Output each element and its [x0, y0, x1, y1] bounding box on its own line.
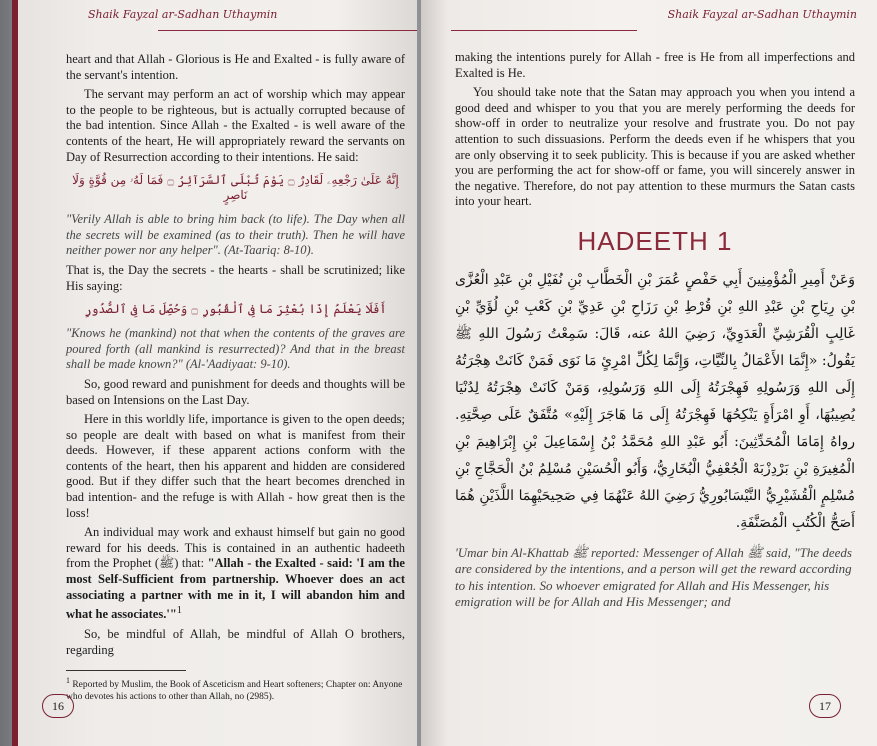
verse-translation: "Verily Allah is able to bring him back (to life). The Day when all the secrets will be examined (as to their truth). Then he will have neither power nor any helper". (At-Taariq: 8-10).: [66, 212, 405, 258]
footnote-rule: [66, 670, 186, 671]
paragraph: So, be mindful of Allah, be mindful of Allah O brothers, regarding: [66, 626, 405, 657]
paragraph: You should take note that the Satan may approach you when you intend a good deed and whisper to you that you are merely performing the deeds for show-off in order to neutralize your resolve and frustrate you. Do not pay attention to such dissuasions. Perform the deeds even if he whispers that you are only observing it to seek publicity. This is because if you are asked whether you are performing the act for show-off or fame, you will sincerely answer in the negative. Therefore, do not pay attention to these murmurs the Satan casts into your heart.: [455, 85, 855, 209]
paragraph: Here in this worldly life, importance is given to the open deeds; so people are dealt with based on what is manifest from their deeds. However, if these apparent actions conform with the contents of the heart, then his apparent and hidden are considered good. But if they differ such that the heart becomes drenched in bad intention- and the refuge is with Allah - how great then is the loss!: [66, 412, 405, 520]
left-page: [12, 0, 417, 746]
hadith-quote: "Allah - the Exalted - said: 'I am the most Self-Sufficient from partnership. Whoever does an act associating a partner with me in it, I will abandon him and what he associates.'": [66, 556, 405, 622]
paragraph-text: An individual may work and exhaust himself but gain no good reward for his deeds. This is contained in an authentic hadeeth from the Prophet (ﷺ) that:: [66, 525, 405, 571]
header-title: Shaik Fayzal ar-Sadhan Uthaymin: [667, 8, 857, 21]
paragraph: making the intentions purely for Allah - free is He from all imperfections and Exalted is He.: [455, 50, 855, 80]
page-number: 16: [42, 694, 74, 718]
running-header-left: [58, 0, 417, 40]
right-page: [421, 0, 877, 746]
hadith-translation: 'Umar bin Al-Khattab ﷺ reported: Messenger of Allah ﷺ said, "The deeds are considered by the intentions, and a person will get the reward according to his intention. So whoever emigrated for Allah and His Messenger, his emigration will be for Allah and His Messenger; and: [455, 544, 852, 610]
quran-verse: إِنَّهُ عَلَىٰ رَجْعِهِۦ لَقَادِرٌ ۝ يَوْمَ تُبْلَى ٱلسَّرَآئِرُ ۝ فَمَا لَهُۥ مِن قُوَّةٍ وَلَا نَاصِرٍ: [72, 173, 399, 203]
footnote-number: 1: [66, 676, 70, 686]
footnote-marker: 1: [176, 605, 182, 617]
running-header-right: [451, 0, 857, 40]
header-title: Shaik Fayzal ar-Sadhan Uthaymin: [88, 8, 278, 21]
paragraph: That is, the Day the secrets - the hearts - shall be scrutinized; like His saying:: [66, 262, 405, 293]
verse-translation: "Knows he (mankind) not that when the contents of the graves are poured forth (all mankind is resurrected)? And that in the breast shall be made known?" (Al-'Aadiyaat: 9-10).: [66, 326, 405, 372]
arabic-hadith-text: وَعَنْ أَمِيرِ الْمُؤْمِنِينَ أَبِي حَفْصٍ عُمَرَ بْنِ الْخَطَّابِ بْنِ نُفَيْلِ بْنِ عَبْدِ الْعُزَّى بْنِ رِيَاحِ بْنِ عَبْدِ اللهِ بْنِ قُرْطِ بْنِ رَزَاحِ بْنِ عَدِيِّ بْنِ كَعْبِ بْنِ لُؤَيِّ بْنِ غَالِبٍ الْقُرَشِيِّ الْعَدَوِيِّ، رَضِيَ اللهُ عنه، قَالَ: سَمِعْتُ رَسُولَ اللهِ ﷺ يَقُولُ: «إِنَّمَا الأَعْمَالُ بِالنِّيَّاتِ، وَإِنَّمَا لِكُلِّ امْرِئٍ مَا نَوَى فَمَنْ كَانَتْ هِجْرَتُهُ إِلَى اللهِ وَرَسُولِهِ فَهِجْرَتُهُ إِلَى اللهِ وَرَسُولِهِ، وَمَنْ كَانَتْ هِجْرَتُهُ لِدُنْيَا يُصِيبُهَا، أَوِ امْرَأَةٍ يَنْكِحُهَا فَهِجْرَتُهُ إِلَى مَا هَاجَرَ إِلَيْهِ» مُتَّفَقٌ عَلَى صِحَّتِهِ. رواهُ إِمَامَا الْمُحَدِّثِينَ: أَبُو عَبْدِ اللهِ مُحَمَّدُ بْنُ إِسْمَاعِيلَ بْنِ إِبْرَاهِيمَ بْنِ الْمُغِيرَةِ بْنِ بَرْدِزْبَهْ الْجُعْفِيُّ الْبُخَارِيُّ، وَأَبُو الْحُسَيْنِ مُسْلِمُ بْنُ الْحَجَّاجِ بْنِ مُسْلِمٍ الْقُشَيْرِيُّ النَّيْسَابُورِيُّ رَضِيَ اللهُ عَنْهُمَا فِي صَحِيحَيْهِمَا اللَّذَيْنِ هُمَا أَصَحُّ الْكُتُبِ الْمُصَنَّفَةِ.: [455, 271, 855, 531]
footnote: [66, 675, 405, 703]
section-heading: HADEETH 1: [577, 225, 733, 256]
footnote-text: Reported by Muslim, the Book of Asceticism and Heart softeners; Chapter on: Anyone who devotes his actions to other than Allah, no (2985).: [66, 680, 403, 703]
quran-verse: أَفَلَا يَعْلَمُ إِذَا بُعْثِرَ مَا فِى ٱلْقُبُورِ ۝ وَحُصِّلَ مَا فِى ٱلصُّدُورِ: [84, 302, 387, 317]
paragraph: The servant may perform an act of worship which may appear to the people to be righteous, but is actually corrupted because of the bad intention. Since Allah - the Exalted - is well aware of the contents of the heart, He will appropriately reward the servants on Day of Resurrection according to their intentions. He said:: [66, 87, 405, 164]
header-rule: [451, 30, 637, 31]
page-number: 17: [809, 694, 841, 718]
paragraph: [66, 525, 405, 623]
paragraph: So, good reward and punishment for deeds and thoughts will be based on Intensions on the Last Day.: [66, 376, 405, 407]
paragraph: heart and that Allah - Glorious is He and Exalted - is fully aware of the servant's intention.: [66, 52, 405, 82]
header-rule: [158, 30, 417, 31]
